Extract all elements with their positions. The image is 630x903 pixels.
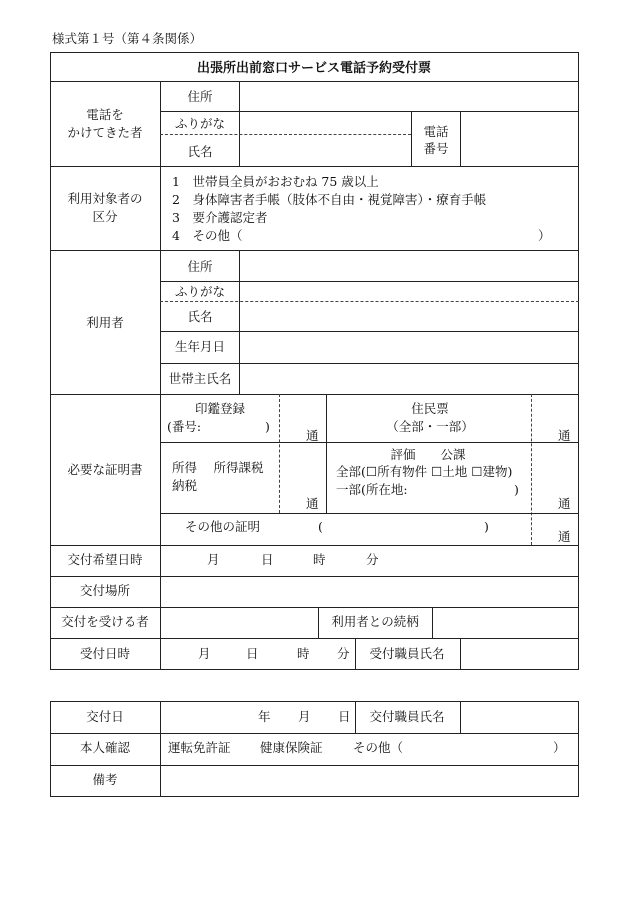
caller-phone-label-2: 番号 [423, 141, 449, 156]
recipient-divider-left [318, 607, 319, 638]
caller-name-label: 氏名 [187, 144, 213, 159]
received-label: 受付日時 [79, 646, 131, 661]
identity-other-close: ） [553, 740, 566, 755]
caller-address-label: 住所 [187, 89, 213, 104]
user-head-field[interactable] [240, 364, 578, 393]
relation-label: 利用者との続柄 [331, 614, 419, 629]
caller-name-field[interactable] [240, 135, 410, 165]
issue-staff-field[interactable] [461, 702, 578, 732]
cert-row-divider-1 [160, 442, 579, 443]
category-option-3[interactable]: 3 要介護認定者 [172, 210, 268, 225]
issue-divider-left [355, 701, 356, 733]
category-other-close: ） [538, 228, 551, 243]
category-label-2: 区分 [92, 209, 118, 224]
income-copies-unit: 通 [306, 496, 319, 511]
seal-number-close: ) [265, 419, 270, 434]
delivery-month-unit: 月 [207, 552, 220, 567]
other-certificate-label[interactable]: その他の証明 [185, 519, 261, 534]
user-birth-field[interactable] [240, 332, 578, 362]
other-certificate-close: ) [484, 519, 489, 534]
income-certificate-options[interactable]: 所得 所得課税 [172, 460, 264, 475]
assessment-partial-location[interactable]: 一部(所在地: [336, 482, 408, 497]
remarks-label: 備考 [92, 772, 118, 787]
received-staff-label: 受付職員氏名 [369, 646, 445, 661]
user-furigana-label: ふりがな [174, 284, 226, 299]
certificates-label: 必要な証明書 [67, 462, 143, 477]
cert-middle-divider [326, 394, 327, 513]
user-name-field[interactable] [240, 302, 578, 330]
user-furigana-field[interactable] [240, 282, 578, 300]
assessment-label[interactable]: 評価 公課 [390, 447, 466, 462]
user-label: 利用者 [86, 315, 124, 330]
delivery-day-unit: 日 [261, 552, 274, 567]
assessment-all-options[interactable]: 全部(☐所有物件 ☐土地 ☐建物) [336, 464, 513, 479]
delivery-place-label: 交付場所 [79, 583, 131, 598]
seal-copies-unit: 通 [306, 428, 319, 443]
cert-section-divider [50, 545, 579, 546]
issue-year-unit: 年 [258, 709, 271, 724]
resident-record-label[interactable]: 住民票 [411, 401, 449, 416]
category-option-2[interactable]: 2 身体障害者手帳（肢体不自由・視覚障害）・療育手帳 [172, 192, 487, 207]
user-head-label: 世帯主氏名 [168, 371, 232, 386]
assessment-partial-close: ) [514, 482, 519, 497]
caller-phone-label-1: 電話 [423, 124, 449, 139]
received-staff-field[interactable] [461, 639, 578, 669]
identity-health-insurance[interactable]: 健康保険証 [260, 740, 323, 755]
caller-phone-field[interactable] [461, 112, 578, 165]
received-day-unit: 日 [246, 646, 259, 661]
seal-number-label: (番号: [167, 419, 202, 434]
issue-row-divider [50, 733, 579, 734]
assessment-copies-unit: 通 [558, 496, 571, 511]
issue-staff-label: 交付職員氏名 [369, 709, 445, 724]
delivery-datetime-label: 交付希望日時 [67, 552, 143, 567]
other-certificate-open: ( [318, 519, 323, 534]
user-address-field[interactable] [240, 251, 578, 280]
category-label-1: 利用対象者の [67, 191, 143, 206]
category-option-4[interactable]: 4 その他（ [172, 228, 243, 243]
cert-copies-dashed-1 [279, 394, 280, 513]
resident-record-scope: （全部・一部） [386, 419, 474, 434]
received-divider-left [355, 638, 356, 670]
caller-address-field[interactable] [240, 82, 578, 110]
delivery-hour-unit: 時 [313, 552, 326, 567]
form-number: 様式第１号（第４条関係） [52, 31, 203, 46]
recipient-field[interactable] [161, 608, 317, 637]
identity-other[interactable]: その他（ [353, 740, 404, 755]
user-birth-label: 生年月日 [174, 339, 226, 354]
form-title: 出張所出前窓口サービス電話予約受付票 [196, 61, 432, 76]
resident-copies-unit: 通 [558, 428, 571, 443]
relation-field[interactable] [433, 608, 578, 637]
remarks-field[interactable] [161, 766, 578, 796]
caller-label-2: かけてきた者 [67, 125, 143, 140]
cert-row-divider-2 [160, 513, 579, 514]
issue-day-unit: 日 [338, 709, 351, 724]
identity-label: 本人確認 [79, 740, 131, 755]
tax-payment-option[interactable]: 納税 [172, 478, 198, 493]
user-address-label: 住所 [187, 259, 213, 274]
caller-furigana-field[interactable] [240, 112, 410, 134]
other-copies-unit: 通 [558, 529, 571, 544]
received-month-unit: 月 [198, 646, 211, 661]
issue-date-label: 交付日 [86, 709, 124, 724]
received-hour-unit: 時 [297, 646, 310, 661]
user-name-label: 氏名 [187, 309, 213, 324]
category-option-1[interactable]: 1 世帯員全員がおおむね 75 歳以上 [172, 174, 379, 189]
cert-copies-dashed-2 [531, 394, 532, 545]
issue-month-unit: 月 [298, 709, 311, 724]
caller-phone-divider-left [411, 111, 412, 166]
caller-furigana-label: ふりがな [174, 116, 226, 131]
received-minute-unit: 分 [337, 646, 350, 661]
identity-drivers-license[interactable]: 運転免許証 [168, 740, 231, 755]
recipient-label: 交付を受ける者 [61, 614, 149, 629]
seal-registration-label[interactable]: 印鑑登録 [194, 401, 246, 416]
caller-section-divider [50, 166, 579, 167]
delivery-place-field[interactable] [161, 577, 578, 606]
caller-label-1: 電話を [86, 107, 124, 122]
delivery-minute-unit: 分 [366, 552, 379, 567]
user-section-divider [50, 394, 579, 395]
